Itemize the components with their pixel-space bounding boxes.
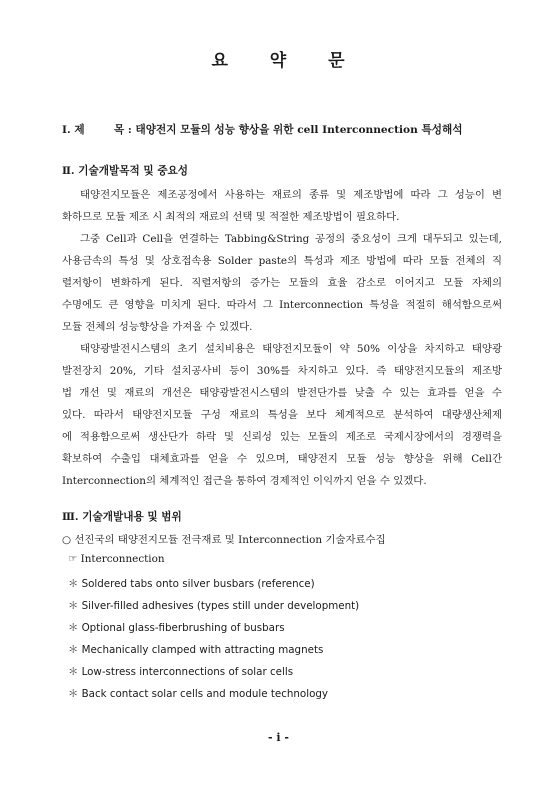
paragraph-line: 있다. 따라서 태양전지모듈 구성 재료의 특성을 보다 체계적으로 분석하여 대량생산체제 [62, 409, 502, 421]
section-1-number: Ⅰ. 제 [62, 124, 85, 136]
section-1-title [62, 122, 502, 137]
list-item: ＊ Soldered tabs onto silver busbars (reference) [68, 578, 315, 590]
paragraph-line: 법 개선 및 재료의 개선은 태양광발전시스템의 발전단가를 낮출 수 있는 효과를 얻을 수 [62, 387, 502, 399]
paragraph-line: 확보하여 수출입 대체효과를 얻을 수 있으며, 태양전지 모듈 성능 향상을 위해 Cell간 [62, 453, 502, 465]
paragraph-line: 태양광발전시스템의 초기 설치비용은 태양전지모듈이 약 50% 이상을 차지하고 태양광 [80, 343, 502, 355]
paragraph-line: 수명에도 큰 영향을 미치게 된다. 따라서 그 Interconnection 특성을 적절히 해석함으로써 [62, 299, 502, 311]
section-3-bullet: ○ 선진국의 태양전지모듈 전극재료 및 Interconnection 기술자료수집 [62, 534, 386, 546]
list-item: ＊ Mechanically clamped with attracting magnets [68, 644, 324, 656]
paragraph-line: 사용금속의 특성 및 상호접속용 Solder paste의 특성과 제조 방법에 따라 모듈 전체의 직 [62, 255, 502, 267]
paragraph-line: Interconnection의 체계적인 접근을 통하여 경제적인 이익까지 얻을 수 있겠다. [62, 475, 427, 487]
paragraph-line: 그중 Cell과 Cell을 연결하는 Tabbing&String 공정의 중요성이 크게 대두되고 있는데, [80, 233, 502, 245]
list-item: ＊ Silver-filled adhesives (types still under development) [68, 600, 360, 612]
paragraph-line: 화하므로 모듈 제조 시 최적의 재료의 선택 및 적절한 제조방법이 필요하다. [62, 211, 400, 223]
page-number: - i - [268, 731, 289, 744]
list-item: ＊ Low-stress interconnections of solar cells [68, 666, 294, 678]
page-title: 요 약 문 [211, 51, 346, 71]
interconnection-subheading: ☞ Interconnection [68, 553, 165, 565]
section-2-heading: Ⅱ. 기술개발목적 및 중요성 [62, 165, 189, 177]
section-3-heading: Ⅲ. 기술개발내용 및 범위 [62, 511, 182, 523]
section-1-label: 목 : 태양전지 모듈의 성능 향상을 위한 cell Interconnection 특성해석 [113, 124, 463, 136]
paragraph-line: 에 적용함으로써 생산단가 하락 및 신뢰성 있는 모듈의 제조로 국제시장에서의 경쟁력을 [62, 431, 502, 443]
paragraph-line: 발전장치 20%, 기타 설치공사비 등이 30%를 차지하고 있다. 즉 태양전지모듈의 제조방 [62, 365, 502, 377]
list-item: ＊ Back contact solar cells and module technology [68, 688, 329, 700]
list-item: ＊ Optional glass-fiberbrushing of busbars [68, 622, 285, 634]
paragraph-line: 모듈 전체의 성능향상을 가져올 수 있겠다. [62, 321, 253, 333]
paragraph-line: 렬저항이 변화하게 된다. 직렬저항의 증가는 모듈의 효율 감소로 이어지고 모듈 자체의 [62, 277, 502, 289]
paragraph-line: 태양전지모듈은 제조공정에서 사용하는 재료의 종류 및 제조방법에 따라 그 성능이 변 [80, 189, 502, 201]
